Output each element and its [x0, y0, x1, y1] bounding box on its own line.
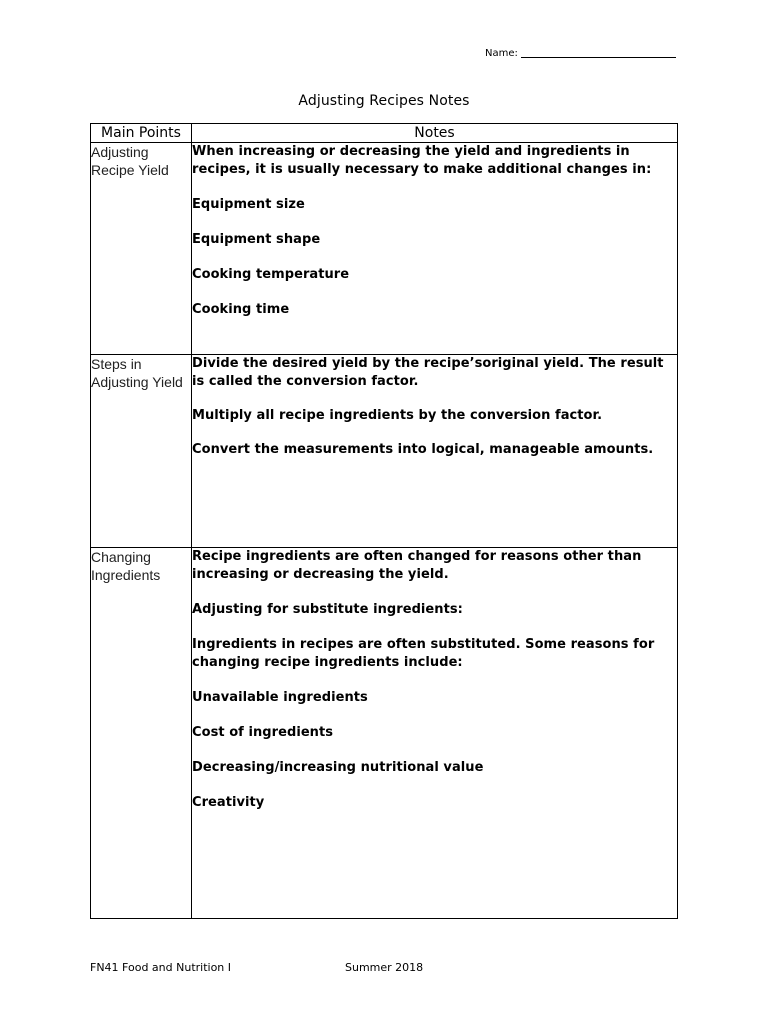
note-text: Cooking time: [192, 302, 290, 317]
note-text: Equipment shape: [192, 232, 321, 247]
name-blank-line: [521, 57, 676, 58]
note-text: Decreasing/increasing nutritional value: [192, 760, 484, 775]
header-main-points: Main Points: [91, 124, 192, 143]
table-row: [91, 143, 678, 355]
page-title: Adjusting Recipes Notes: [298, 93, 470, 109]
note-text: Adjusting for substitute ingredients:: [192, 602, 463, 617]
note-text: Unavailable ingredients: [192, 690, 368, 705]
table-row: [91, 548, 678, 919]
note-text: Cooking temperature: [192, 267, 350, 282]
note-text: Ingredients in recipes are often substituted. Some reasons for changing recipe ingredients include:: [192, 637, 655, 670]
footer-term: Summer 2018: [345, 961, 424, 974]
note-text: Equipment size: [192, 197, 305, 212]
notes-cell: [192, 143, 678, 355]
note-text: Creativity: [192, 795, 265, 810]
main-point-cell: Steps in Adjusting Yield: [91, 355, 192, 548]
table-row: [91, 355, 678, 548]
note-text: Divide the desired yield by the recipe’soriginal yield. The result is called the conversion factor.: [192, 356, 664, 389]
footer-course: FN41 Food and Nutrition I: [90, 961, 232, 974]
note-text: Recipe ingredients are often changed for reasons other than increasing or decreasing the yield.: [192, 549, 642, 582]
table-header-row: [91, 124, 678, 143]
note-text: Multiply all recipe ingredients by the conversion factor.: [192, 408, 603, 423]
notes-cell: [192, 355, 678, 548]
notes-cell: [192, 548, 678, 919]
notes-table: [90, 123, 678, 919]
name-field: [485, 48, 676, 59]
header-notes: Notes: [192, 124, 678, 143]
main-point-cell: Adjusting Recipe Yield: [91, 143, 192, 355]
note-text: Cost of ingredients: [192, 725, 334, 740]
name-label: Name:: [485, 48, 518, 59]
note-text: When increasing or decreasing the yield and ingredients in recipes, it is usually necessary to make additional changes in:: [192, 144, 652, 177]
note-text: Convert the measurements into logical, manageable amounts.: [192, 442, 654, 457]
main-point-cell: Changing Ingredients: [91, 548, 192, 919]
